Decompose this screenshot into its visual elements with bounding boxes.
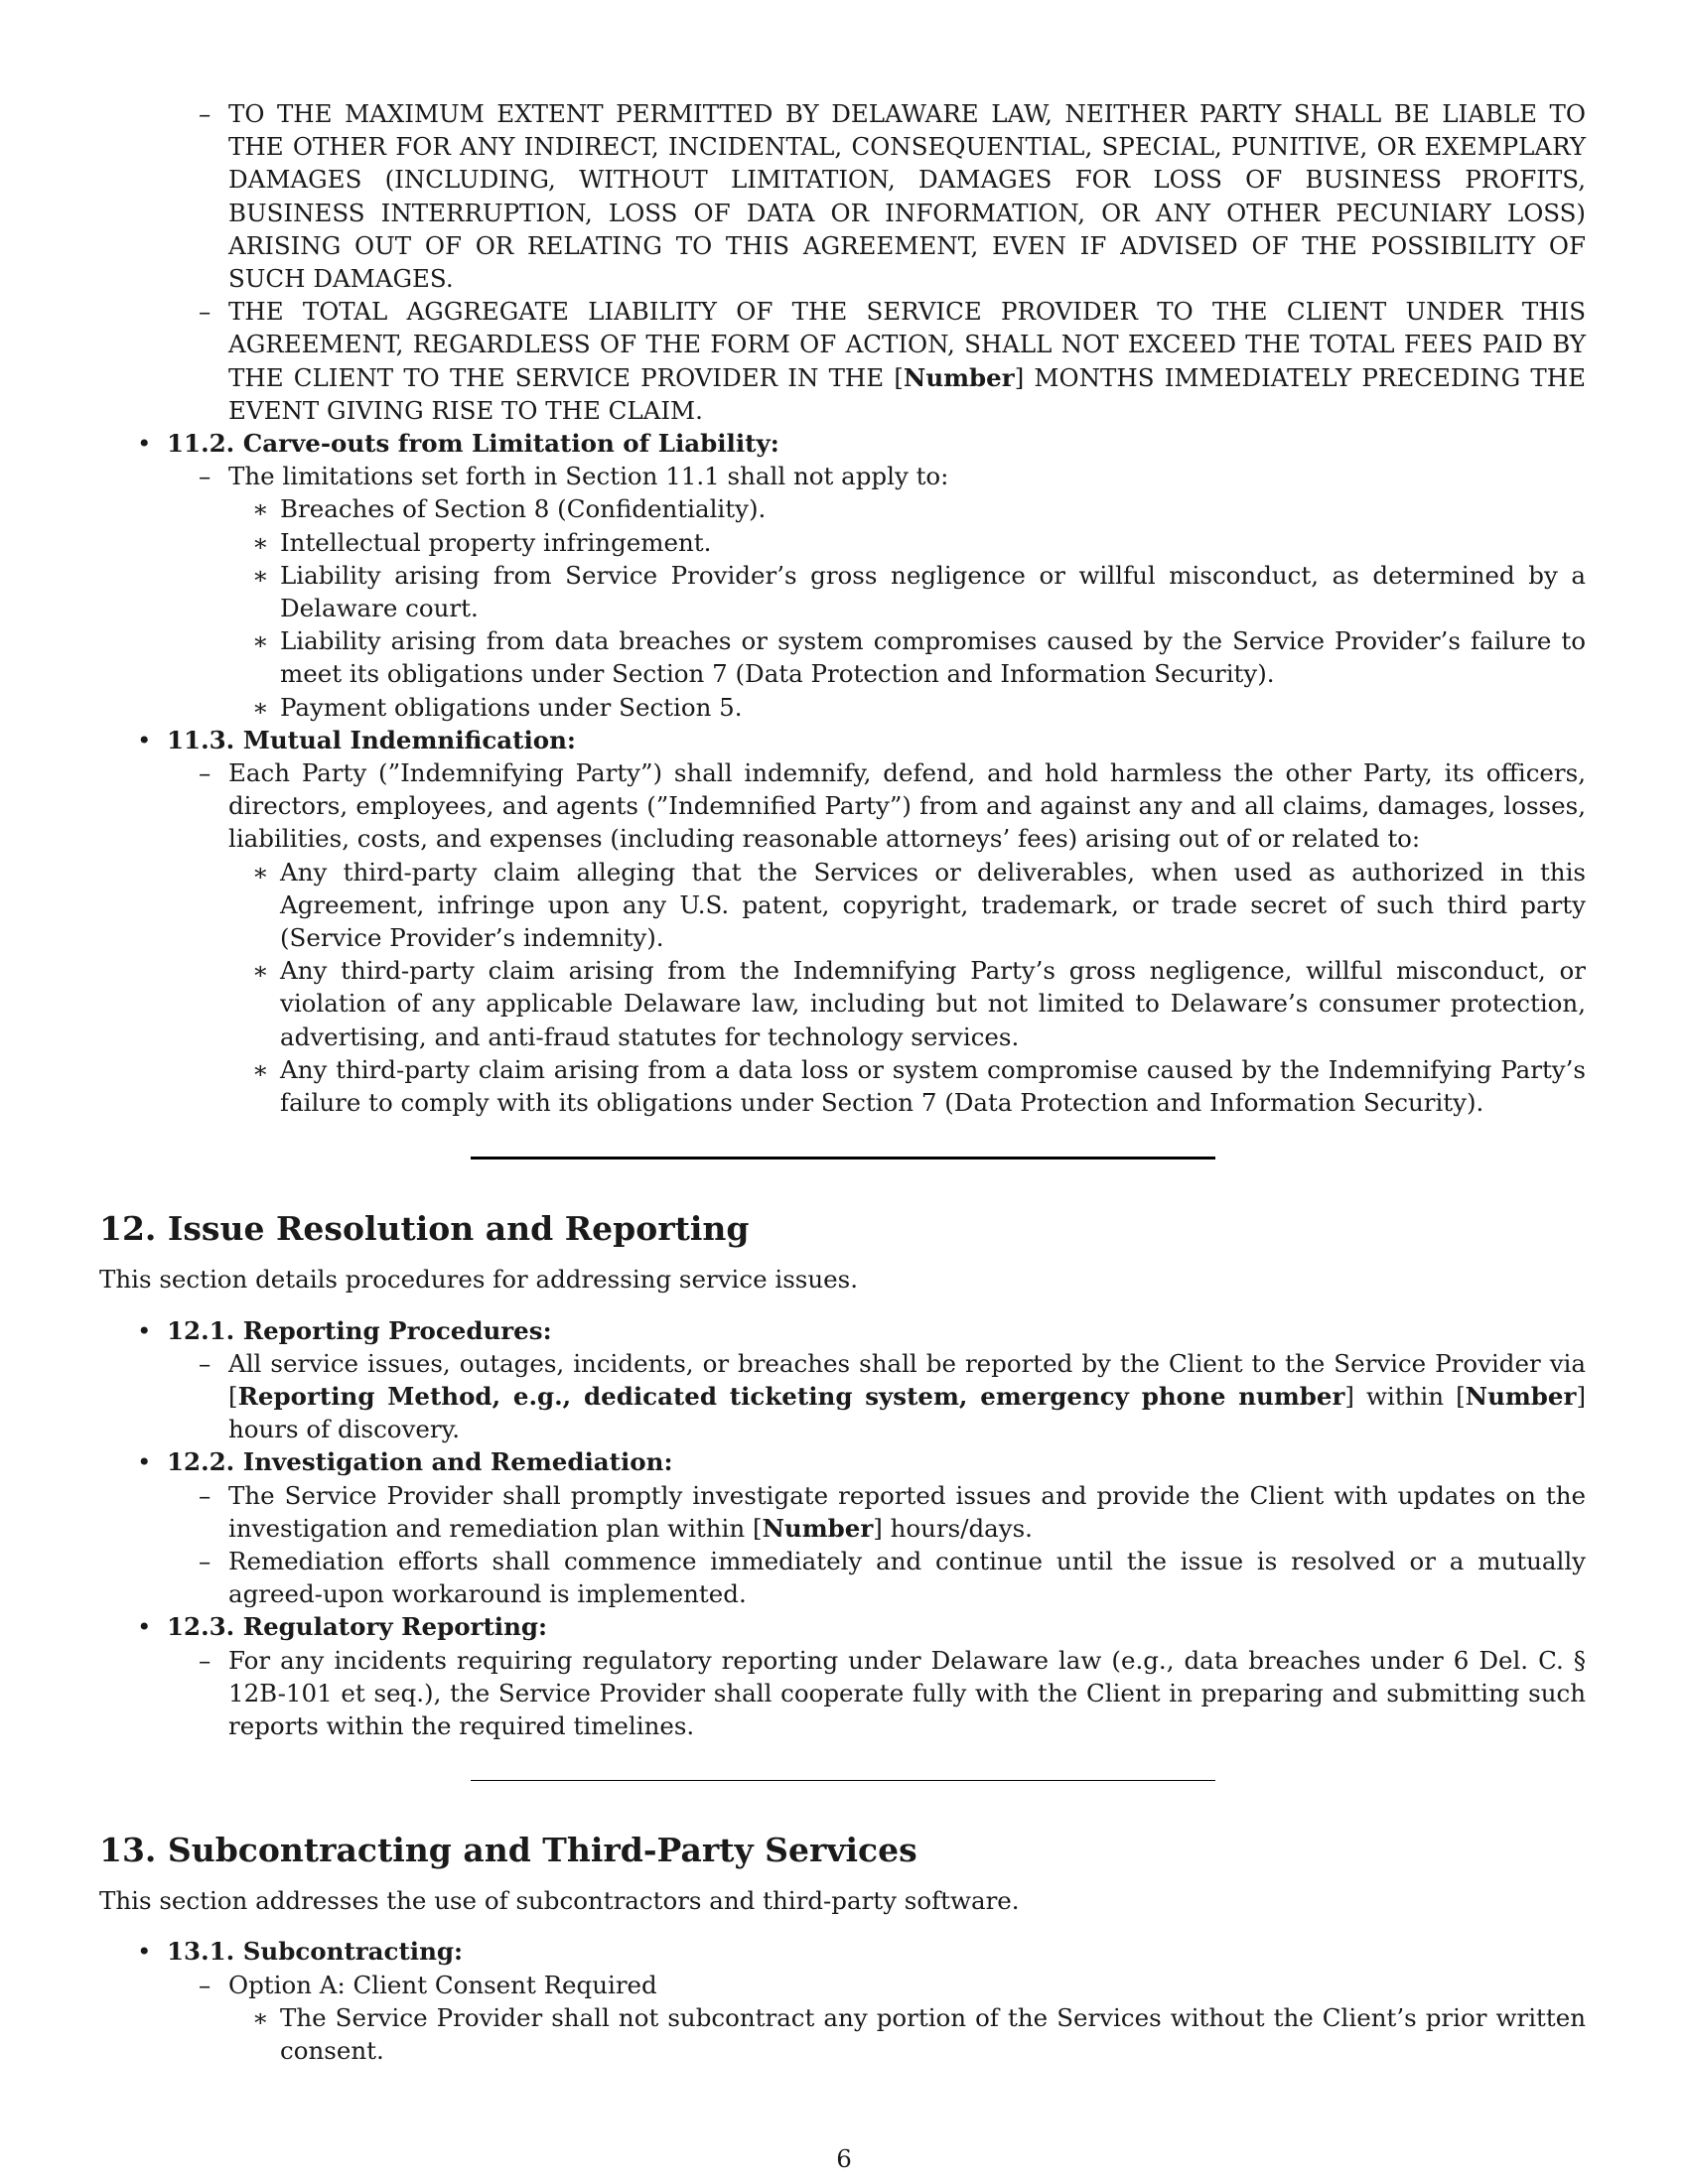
list-item: ∗ Any third-party claim arising from a data loss or system compromise caused by the Indemnifying Party’s failure to comply with its obligations under Section 7 (Data Protection and Information Security).	[252, 1054, 1586, 1118]
section-title: 12. Issue Resolution and Reporting	[99, 1209, 750, 1249]
list-item: ∗ Payment obligations under Section 5.	[252, 692, 743, 722]
list-item: ∗ Liability arising from Service Provider’s gross negligence or willful misconduct, as determined by a Delaware court.	[252, 560, 1586, 623]
subsection-heading: 11.2. Carve-outs from Limitation of Liability:	[167, 429, 779, 459]
list-item: ∗ Any third-party claim arising from the Indemnifying Party’s gross negligence, willful misconduct, or violation of any applicable Delaware law, including but not limited to Delaware’s consumer protection, advertising, and anti-fraud statutes for technology services.	[252, 956, 1586, 1051]
section-11-3	[137, 724, 1586, 756]
dash-marker: –	[199, 1546, 211, 1575]
list-item: – THE TOTAL AGGREGATE LIABILITY OF THE SERVICE PROVIDER TO THE CLIENT UNDER THIS AGREEMENT, REGARDLESS OF THE FORM OF ACTION, SHALL NOT EXCEED THE TOTAL FEES PAID BY THE CLIENT TO THE SERVICE PROVIDER IN THE [Number] MONTHS IMMEDIATELY PRECEDING THE EVENT GIVING RISE TO THE CLAIM.	[199, 297, 1586, 425]
section-12-3	[137, 1610, 1586, 1643]
list-item: – Option A: Client Consent Required	[228, 1969, 1586, 2001]
list-item: ∗ Intellectual property infringement.	[252, 527, 712, 557]
subsection-heading: 12.3. Regulatory Reporting:	[167, 1612, 548, 1642]
list-item: – All service issues, outages, incidents, or breaches shall be reported by the Client to the Service Provider via [Reporting Method, e.g., dedicated ticketing system, emergency phone number] within [Number] hours of discovery.	[199, 1348, 1586, 1444]
list-item: – Each Party (”Indemnifying Party”) shall indemnify, defend, and hold harmless the other Party, its officers, directors, employees, and agents (”Indemnified Party”) from and against any and all claims, damages, losses, liabilities, costs, and expenses (including reasonable attorneys’ fees) arising out of or related to:	[199, 758, 1586, 854]
list-item: – TO THE MAXIMUM EXTENT PERMITTED BY DELAWARE LAW, NEITHER PARTY SHALL BE LIABLE TO THE OTHER FOR ANY INDIRECT, INCIDENTAL, CONSEQUENTIAL, SPECIAL, PUNITIVE, OR EXEMPLARY DAMAGES (INCLUDING, WITHOUT LIMITATION, DAMAGES FOR LOSS OF BUSINESS PROFITS, BUSINESS INTERRUPTION, LOSS OF DATA OR INFORMATION, OR ANY OTHER PECUNIARY LOSS) ARISING OUT OF OR RELATING TO THIS AGREEMENT, EVEN IF ADVISED OF THE POSSIBILITY OF SUCH DAMAGES.	[199, 99, 1586, 294]
section-intro: This section addresses the use of subcontractors and third-party software.	[99, 1886, 1020, 1916]
section-12-1	[137, 1314, 1586, 1347]
section-intro: This section details procedures for addressing service issues.	[99, 1265, 858, 1295]
list-item: ∗ Any third-party claim alleging that the Services or deliverables, when used as authorized in this Agreement, infringe upon any U.S. patent, copyright, trademark, or trade secret of such third party (Service Provider’s indemnity).	[252, 857, 1586, 953]
subsection-heading: 11.3. Mutual Indemnification:	[167, 725, 576, 754]
dash-marker: –	[199, 1970, 211, 1999]
subsection-heading: 12.1. Reporting Procedures:	[167, 1315, 552, 1345]
document-page	[99, 97, 1586, 2067]
section-divider	[471, 1157, 1215, 1160]
section-12-2	[137, 1445, 1586, 1478]
section-divider	[471, 1780, 1215, 1781]
list-item: ∗ Liability arising from data breaches or system compromises caused by the Service Provider’s failure to meet its obligations under Section 7 (Data Protection and Information Security).	[252, 626, 1586, 689]
list-item: ∗ Breaches of Section 8 (Confidentiality).	[252, 494, 767, 524]
dash-marker: –	[199, 758, 211, 788]
section-title: 13. Subcontracting and Third-Party Services	[99, 1831, 917, 1870]
dash-marker: –	[199, 99, 211, 128]
dash-marker: –	[199, 297, 211, 327]
list-item: – The Service Provider shall promptly investigate reported issues and provide the Client with updates on the investigation and remediation plan within [Number] hours/days.	[199, 1480, 1586, 1543]
bullet-marker: •	[137, 429, 152, 459]
bullet-marker: •	[137, 1315, 152, 1345]
bullet-marker: •	[137, 725, 152, 754]
dash-marker: –	[199, 1348, 211, 1378]
bullet-marker: •	[137, 1612, 152, 1642]
list-item: – For any incidents requiring regulatory reporting under Delaware law (e.g., data breaches under 6 Del. C. § 12B-101 et seq.), the Service Provider shall cooperate fully with the Client in preparing and submitting such reports within the required timelines.	[199, 1645, 1586, 1740]
section-13-1	[137, 1935, 1586, 1968]
dash-marker: –	[199, 462, 211, 491]
list-item: – The limitations set forth in Section 11.1 shall not apply to:	[228, 460, 1586, 492]
list-item: – Remediation efforts shall commence immediately and continue until the issue is resolved or a mutually agreed-upon workaround is implemented.	[199, 1546, 1586, 1609]
subsection-heading: 13.1. Subcontracting:	[167, 1937, 464, 1967]
dash-marker: –	[199, 1645, 211, 1675]
section-11-2	[137, 427, 1586, 460]
bullet-marker: •	[137, 1937, 152, 1967]
subsection-heading: 12.2. Investigation and Remediation:	[167, 1447, 673, 1477]
dash-marker: –	[199, 1480, 211, 1510]
bullet-marker: •	[137, 1447, 152, 1477]
page-number: 6	[836, 2144, 852, 2173]
list-item: ∗ The Service Provider shall not subcontract any portion of the Services without the Client’s prior written consent.	[252, 2002, 1586, 2065]
